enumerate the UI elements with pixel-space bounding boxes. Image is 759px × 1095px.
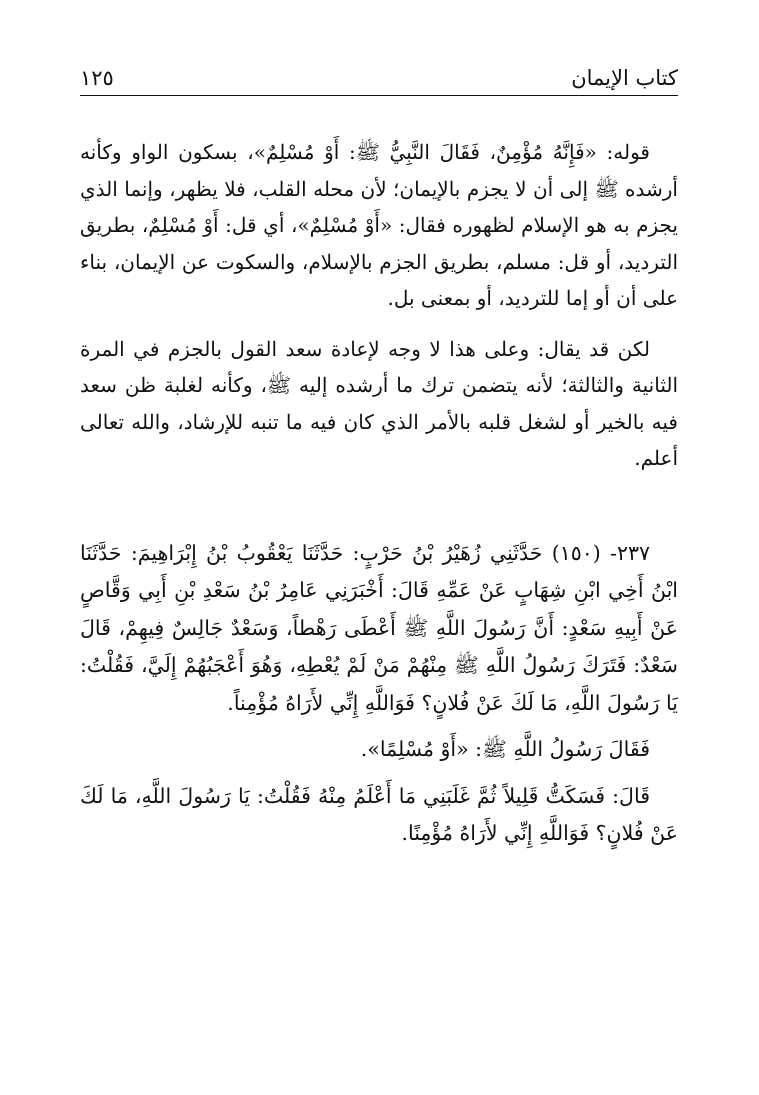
commentary-paragraph-1: قوله: «فَإِنَّهُ مُؤْمِنٌ، فَقَالَ النَّبِيُّ ﷺ: أَوْ مُسْلِمٌ»، بسكون الواو وكأنه أرشده ﷺ إلى أن لا يجزم بالإيمان؛ لأن محله القلب، فلا يظهر، وإنما الذي يجزم به هو الإسلام لظهوره فقال: «أَوْ مُسْلِمٌ»، أي قل: أَوْ مُسْلِمٌ، بطريق الترديد، أو قل: مسلم، بطريق الجزم بالإسلام، والسكوت عن الإيمان، بناء على أن أو إما للترديد، أو بمعنى بل.: [80, 140, 678, 310]
hadith-paragraph-1: ٢٣٧- (١٥٠) حَدَّثَنِي زُهَيْرُ بْنُ حَرْبٍ: حَدَّثَنَا يَعْقُوبُ بْنُ إِبْرَاهِيمَ: حَدَّثَنَا ابْنُ أَخِي ابْنِ شِهَابٍ عَنْ عَمِّهِ قَالَ: أَخْبَرَنِي عَامِرُ بْنُ سَعْدِ بْنِ أَبِي وَقَّاصٍ عَنْ أَبِيهِ سَعْدٍ: أَنَّ رَسُولَ اللَّهِ ﷺ أَعْطَى رَهْطاً، وَسَعْدٌ جَالِسٌ فِيهِمْ، قَالَ سَعْدٌ: فَتَرَكَ رَسُولُ اللَّهِ ﷺ مِنْهُمْ مَنْ لَمْ يُعْطِهِ، وَهُوَ أَعْجَبُهُمْ إِلَيَّ، فَقُلْتُ: يَا رَسُولَ اللَّهِ، مَا لَكَ عَنْ فُلانٍ؟ فَوَاللَّهِ إِنِّي لأَرَاهُ مُؤْمِناً.: [80, 540, 678, 715]
paragraph-spacer: [80, 769, 678, 778]
header-title: كتاب الإيمان: [571, 66, 678, 90]
hadith-paragraph-3: قَالَ: فَسَكَتُّ قَلِيلاً ثُمَّ غَلَبَنِي مَا أَعْلَمُ مِنْهُ فَقُلْتُ: يَا رَسُولَ اللَّهِ، مَا لَكَ عَنْ فُلانٍ؟ فَوَاللَّهِ إِنِّي لأَرَاهُ مُؤْمِنًا.: [80, 783, 678, 845]
commentary-paragraph-2: لكن قد يقال: وعلى هذا لا وجه لإعادة سعد القول بالجزم في المرة الثانية والثالثة؛ لأنه يتضمن ترك ما أرشده إليه ﷺ، وكأنه لغلبة ظن سعد فيه بالخير أو لشغل قلبه بالأمر الذي كان فيه ما تنبه للإرشاد، والله تعالى أعلم.: [80, 336, 678, 470]
commentary-section: [80, 134, 678, 477]
page-body: [80, 134, 678, 853]
hadith-section: [80, 535, 678, 853]
section-spacer: [80, 477, 678, 535]
page-number: ١٢٥: [80, 66, 114, 90]
paragraph-spacer: [80, 722, 678, 731]
header-rule: [80, 95, 678, 96]
running-header: [80, 58, 678, 92]
paragraph-spacer: [80, 317, 678, 331]
hadith-paragraph-2: فَقَالَ رَسُولُ اللَّهِ ﷺ: «أَوْ مُسْلِمًا».: [360, 737, 650, 761]
